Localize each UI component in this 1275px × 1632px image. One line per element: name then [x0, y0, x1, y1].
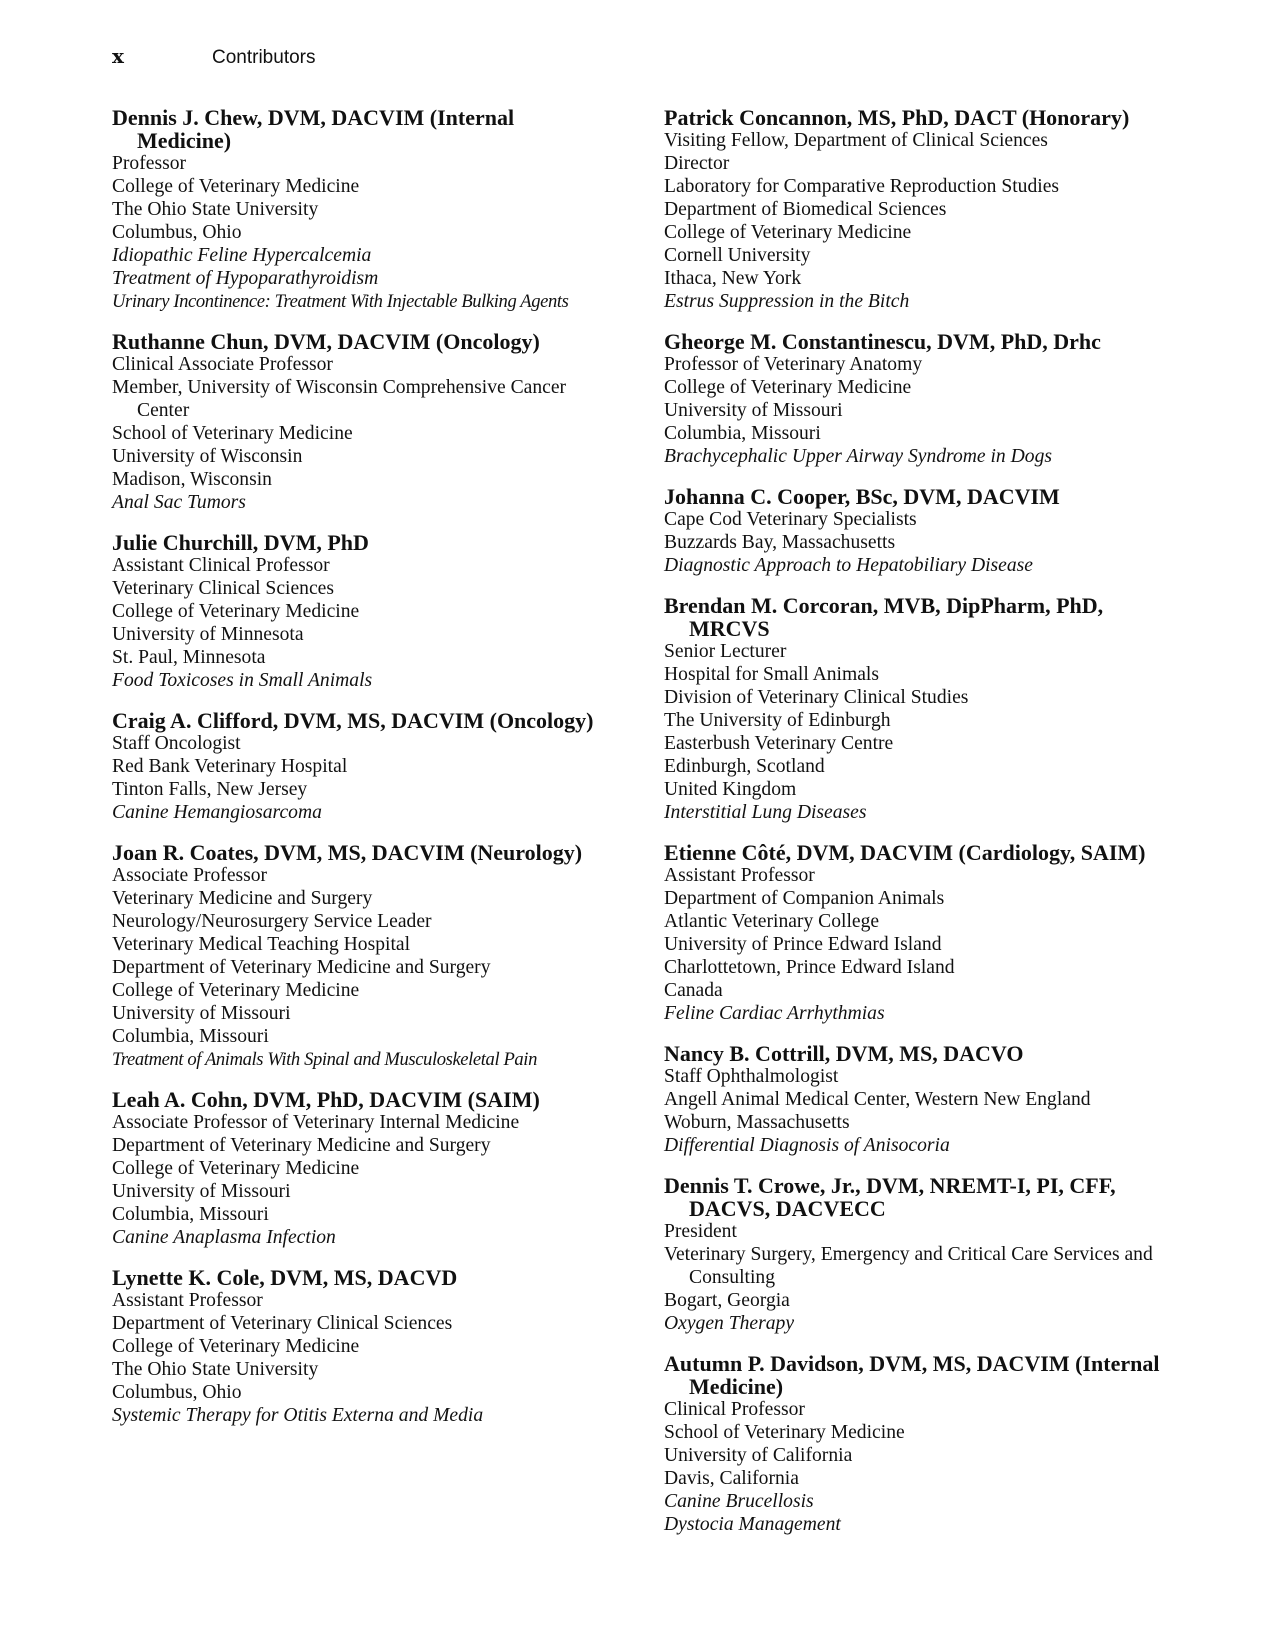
affiliation-line: Edinburgh, Scotland [664, 756, 825, 777]
affiliation-line: Director [664, 153, 730, 174]
affiliation-line: Clinical Associate Professor [112, 354, 333, 375]
affiliation-line: The University of Edinburgh [664, 710, 891, 731]
contributor-name: Dennis T. Crowe, Jr., DVM, NREMT-I, PI, CFF, DACVS, DACVECC [664, 1173, 1116, 1221]
contributor-name: Dennis J. Chew, DVM, DACVIM (Internal Medicine) [112, 105, 515, 153]
affiliation-line: Department of Veterinary Clinical Sciences [112, 1313, 453, 1334]
chapter-title: Systemic Therapy for Otitis Externa and Media [112, 1405, 484, 1426]
contributor-name: Patrick Concannon, MS, PhD, DACT (Honorary) [664, 105, 1130, 130]
affiliation-line: Cornell University [664, 245, 811, 266]
affiliation-line: The Ohio State University [112, 199, 319, 220]
affiliation-line: Associate Professor [112, 865, 268, 886]
chapter-title: Canine Anaplasma Infection [112, 1227, 336, 1248]
affiliation-line: United Kingdom [664, 779, 797, 800]
affiliation-line: Neurology/Neurosurgery Service Leader [112, 911, 432, 932]
contributor-name: Ruthanne Chun, DVM, DACVIM (Oncology) [112, 329, 540, 354]
affiliation-line: Veterinary Surgery, Emergency and Critical Care Services and Consulting [664, 1244, 1153, 1288]
affiliation-line: St. Paul, Minnesota [112, 647, 266, 668]
affiliation-line: Atlantic Veterinary College [664, 911, 880, 932]
affiliation-line: Department of Veterinary Medicine and Surgery [112, 1135, 491, 1156]
affiliation-line: Columbia, Missouri [112, 1026, 269, 1047]
contributor-name: Autumn P. Davidson, DVM, MS, DACVIM (Internal Medicine) [664, 1351, 1160, 1399]
affiliation-line: University of Missouri [112, 1003, 291, 1024]
contributor-entry [664, 1042, 1184, 1157]
affiliation-line: Columbia, Missouri [664, 423, 821, 444]
affiliation-line: Staff Oncologist [112, 733, 241, 754]
contributor-entry [664, 330, 1184, 468]
affiliation-line: University of Wisconsin [112, 446, 303, 467]
affiliation-line: Charlottetown, Prince Edward Island [664, 957, 955, 978]
affiliation-line: Canada [664, 980, 723, 1001]
affiliation-line: Angell Animal Medical Center, Western New England [664, 1089, 1091, 1110]
affiliation-line: Member, University of Wisconsin Comprehensive Cancer Center [112, 377, 567, 421]
affiliation-line: University of Missouri [112, 1181, 291, 1202]
affiliation-line: Associate Professor of Veterinary Internal Medicine [112, 1112, 520, 1133]
affiliation-line: President [664, 1221, 737, 1242]
affiliation-line: University of Prince Edward Island [664, 934, 942, 955]
chapter-title: Estrus Suppression in the Bitch [664, 291, 910, 312]
contributor-entry [664, 594, 1184, 824]
affiliation-line: Assistant Clinical Professor [112, 555, 330, 576]
contributor-entry [112, 330, 612, 514]
affiliation-line: Department of Veterinary Medicine and Surgery [112, 957, 491, 978]
chapter-title: Treatment of Animals With Spinal and Musculoskeletal Pain [112, 1049, 537, 1070]
affiliation-line: College of Veterinary Medicine [664, 377, 912, 398]
contributor-name: Julie Churchill, DVM, PhD [112, 530, 369, 555]
contributor-name: Brendan M. Corcoran, MVB, DipPharm, PhD, MRCVS [664, 593, 1104, 641]
affiliation-line: Davis, California [664, 1468, 799, 1489]
contributor-entry [664, 1174, 1184, 1335]
affiliation-line: Veterinary Clinical Sciences [112, 578, 334, 599]
contributor-entry [664, 1352, 1184, 1536]
affiliation-line: College of Veterinary Medicine [664, 222, 912, 243]
affiliation-line: Columbia, Missouri [112, 1204, 269, 1225]
affiliation-line: School of Veterinary Medicine [664, 1422, 905, 1443]
affiliation-line: Tinton Falls, New Jersey [112, 779, 308, 800]
affiliation-line: Department of Biomedical Sciences [664, 199, 947, 220]
chapter-title: Diagnostic Approach to Hepatobiliary Disease [664, 555, 1033, 576]
chapter-title: Interstitial Lung Diseases [664, 802, 867, 823]
contributor-entry [664, 841, 1184, 1025]
affiliation-line: College of Veterinary Medicine [112, 980, 360, 1001]
affiliation-line: Ithaca, New York [664, 268, 802, 289]
left-column [112, 106, 612, 1444]
affiliation-line: Department of Companion Animals [664, 888, 945, 909]
chapter-title: Feline Cardiac Arrhythmias [664, 1003, 885, 1024]
contributor-name: Nancy B. Cottrill, DVM, MS, DACVO [664, 1041, 1024, 1066]
contributor-name: Lynette K. Cole, DVM, MS, DACVD [112, 1265, 458, 1290]
contributor-entry [664, 106, 1184, 313]
affiliation-line: Columbus, Ohio [112, 222, 242, 243]
chapter-title: Canine Hemangiosarcoma [112, 802, 322, 823]
chapter-title: Differential Diagnosis of Anisocoria [664, 1135, 950, 1156]
chapter-title: Idiopathic Feline Hypercalcemia [112, 245, 372, 266]
affiliation-line: Professor of Veterinary Anatomy [664, 354, 923, 375]
page-header [112, 44, 316, 70]
affiliation-line: Division of Veterinary Clinical Studies [664, 687, 969, 708]
affiliation-line: Red Bank Veterinary Hospital [112, 756, 348, 777]
affiliation-line: University of Missouri [664, 400, 843, 421]
affiliation-line: University of Minnesota [112, 624, 304, 645]
affiliation-line: Easterbush Veterinary Centre [664, 733, 894, 754]
contributor-name: Joan R. Coates, DVM, MS, DACVIM (Neurology) [112, 840, 583, 865]
affiliation-line: Professor [112, 153, 187, 174]
affiliation-line: College of Veterinary Medicine [112, 1158, 360, 1179]
running-head: Contributors [212, 47, 316, 68]
chapter-title: Anal Sac Tumors [112, 492, 246, 513]
contributor-entry [112, 841, 612, 1071]
page-number: x [112, 44, 124, 68]
chapter-title: Oxygen Therapy [664, 1313, 795, 1334]
contributor-name: Leah A. Cohn, DVM, PhD, DACVIM (SAIM) [112, 1087, 540, 1112]
contributor-name: Gheorge M. Constantinescu, DVM, PhD, Drhc [664, 329, 1101, 354]
contributor-entry [112, 106, 612, 313]
chapter-title: Dystocia Management [664, 1514, 841, 1535]
affiliation-line: College of Veterinary Medicine [112, 601, 360, 622]
contributor-entry [112, 1088, 612, 1249]
affiliation-line: Columbus, Ohio [112, 1382, 242, 1403]
affiliation-line: Senior Lecturer [664, 641, 787, 662]
affiliation-line: Clinical Professor [664, 1399, 805, 1420]
affiliation-line: The Ohio State University [112, 1359, 319, 1380]
right-column [664, 106, 1184, 1553]
affiliation-line: College of Veterinary Medicine [112, 1336, 360, 1357]
chapter-title: Canine Brucellosis [664, 1491, 814, 1512]
affiliation-line: Woburn, Massachusetts [664, 1112, 850, 1133]
affiliation-line: Hospital for Small Animals [664, 664, 879, 685]
affiliation-line: Visiting Fellow, Department of Clinical Sciences [664, 130, 1048, 151]
chapter-title: Treatment of Hypoparathyroidism [112, 268, 379, 289]
chapter-title: Food Toxicoses in Small Animals [112, 670, 373, 691]
contributor-entry [112, 531, 612, 692]
affiliation-line: Cape Cod Veterinary Specialists [664, 509, 917, 530]
affiliation-line: Assistant Professor [664, 865, 815, 886]
contributor-entry [112, 1266, 612, 1427]
affiliation-line: Laboratory for Comparative Reproduction Studies [664, 176, 1060, 197]
affiliation-line: Staff Ophthalmologist [664, 1066, 839, 1087]
affiliation-line: University of California [664, 1445, 853, 1466]
affiliation-line: Assistant Professor [112, 1290, 263, 1311]
contributor-name: Etienne Côté, DVM, DACVIM (Cardiology, SAIM) [664, 840, 1146, 865]
affiliation-line: Veterinary Medicine and Surgery [112, 888, 373, 909]
affiliation-line: Bogart, Georgia [664, 1290, 790, 1311]
affiliation-line: Madison, Wisconsin [112, 469, 272, 490]
contributor-name: Craig A. Clifford, DVM, MS, DACVIM (Oncology) [112, 708, 594, 733]
chapter-title: Urinary Incontinence: Treatment With Injectable Bulking Agents [112, 291, 569, 312]
contributor-name: Johanna C. Cooper, BSc, DVM, DACVIM [664, 484, 1060, 509]
affiliation-line: Veterinary Medical Teaching Hospital [112, 934, 411, 955]
affiliation-line: School of Veterinary Medicine [112, 423, 353, 444]
affiliation-line: College of Veterinary Medicine [112, 176, 360, 197]
contributor-entry [664, 485, 1184, 577]
chapter-title: Brachycephalic Upper Airway Syndrome in Dogs [664, 446, 1052, 467]
affiliation-line: Buzzards Bay, Massachusetts [664, 532, 896, 553]
contributor-entry [112, 709, 612, 824]
